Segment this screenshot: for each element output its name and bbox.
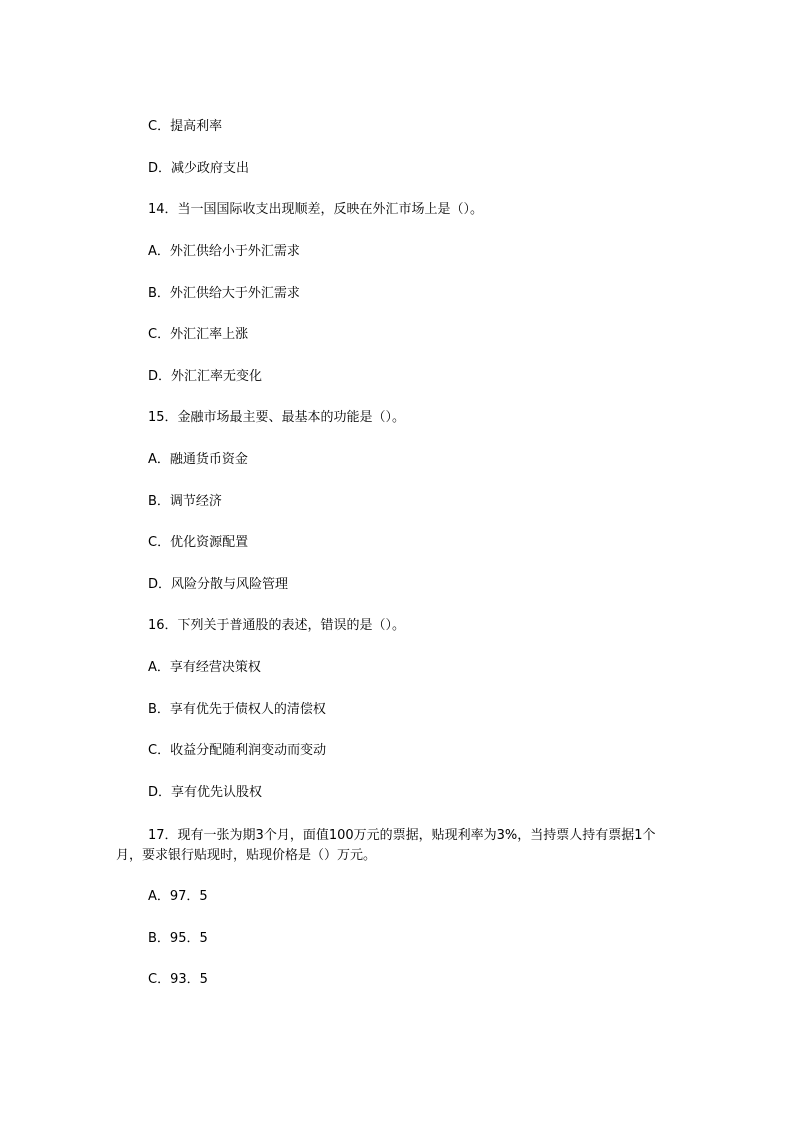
- q15-option-b: B．调节经济: [148, 494, 222, 509]
- q15-option-d: D．风险分散与风险管理: [148, 577, 289, 592]
- q15-question: 15．金融市场最主要、最基本的功能是（）。: [148, 410, 406, 425]
- q13-option-d: D．减少政府支出: [148, 161, 250, 176]
- q16-option-b: B．享有优先于债权人的清偿权: [148, 702, 326, 717]
- q14-option-a: A．外汇供给小于外汇需求: [148, 244, 300, 259]
- q16-option-a: A．享有经营决策权: [148, 660, 261, 675]
- q16-question: 16．下列关于普通股的表述，错误的是（）。: [148, 618, 406, 633]
- q13-option-c: C．提高利率: [148, 119, 223, 134]
- q17-option-b: B．95．5: [148, 931, 208, 946]
- q14-option-c: C．外汇汇率上涨: [148, 327, 249, 342]
- q16-option-c: C．收益分配随利润变动而变动: [148, 743, 327, 758]
- q17-option-c: C．93．5: [148, 972, 208, 987]
- q14-option-b: B．外汇供给大于外汇需求: [148, 286, 300, 301]
- q17-question: 17．现有一张为期3个月，面值100万元的票据，贴现利率为3%，当持票人持有票据1个月，要求银行贴现时，贴现价格是（）万元。: [116, 828, 656, 863]
- q14-question: 14．当一国国际收支出现顺差，反映在外汇市场上是（）。: [148, 202, 484, 217]
- q15-option-a: A．融通货币资金: [148, 452, 248, 467]
- q17-option-a: A．97．5: [148, 889, 208, 904]
- q15-option-c: C．优化资源配置: [148, 535, 249, 550]
- q14-option-d: D．外汇汇率无变化: [148, 369, 263, 384]
- q16-option-d: D．享有优先认股权: [148, 785, 263, 800]
